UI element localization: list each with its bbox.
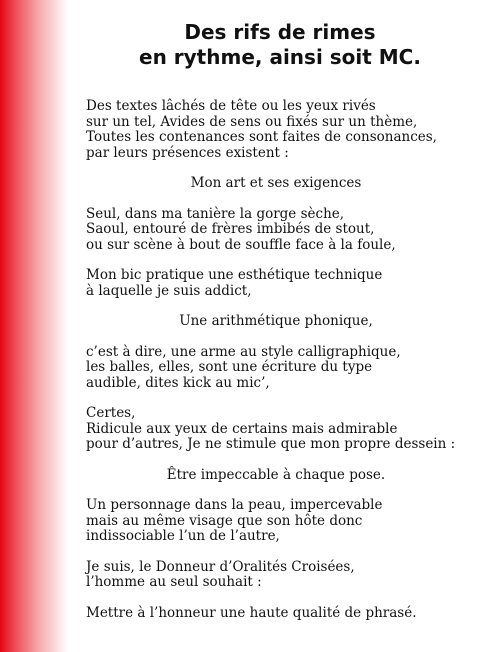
title-line-1: Des rifs de rimes: [184, 20, 376, 44]
verse-line: ou sur scène à bout de souffle face à la foule,: [86, 236, 396, 253]
closing-verse: Mettre à l’honneur une haute qualité de phrasé.: [86, 604, 417, 621]
verse-line: les balles, elles, sont une écriture du type: [86, 359, 373, 375]
centered-verse-2: Une arithmétique phonique,: [179, 313, 373, 329]
stanza-6: [86, 498, 466, 545]
poem-title: [100, 20, 460, 70]
verse-line: indissociable l’un de l’autre,: [86, 528, 280, 544]
verse-line: Mon bic pratique une esthétique technique: [86, 267, 383, 283]
verse-line: c’est à dire, une arme au style calligraphique,: [86, 343, 401, 360]
verse-line: mais au même visage que son hôte donc: [86, 512, 363, 529]
poem-body: [86, 99, 466, 621]
verse-line: Un personnage dans la peau, impercevable: [86, 497, 383, 513]
verse-line: Saoul, entouré de frères imbibés de stout,: [86, 221, 375, 237]
red-gradient-margin: [0, 0, 68, 652]
centered-verse-3: Être impeccable à chaque pose.: [166, 466, 386, 483]
stanza-3: [86, 268, 466, 299]
verse-line: Je suis, le Donneur d’Oralités Croisées,: [86, 558, 355, 575]
verse-line: sur un tel, Avides de sens ou fixés sur un thème,: [86, 113, 418, 130]
verse-line: Certes,: [86, 405, 136, 421]
verse-line: Seul, dans ma tanière la gorge sèche,: [86, 205, 345, 222]
verse-line: pour d’autres, Je ne stimule que mon propre dessein :: [86, 436, 456, 452]
stanza-2: [86, 207, 466, 254]
stanza-1: [86, 99, 466, 161]
verse-line: audible, dites kick au mic’,: [86, 374, 270, 391]
stanza-4: [86, 345, 466, 392]
verse-line: Ridicule aux yeux de certains mais admirable: [86, 420, 398, 437]
verse-line: l’homme au seul souhait :: [86, 574, 262, 590]
verse-line: à laquelle je suis addict,: [86, 282, 252, 299]
stanza-5: [86, 406, 466, 453]
stanza-7: [86, 560, 466, 591]
title-line-2: en rythme, ainsi soit MC.: [139, 45, 421, 69]
verse-line: Toutes les contenances sont faites de consonances,: [86, 129, 437, 145]
centered-verse-1: Mon art et ses exigences: [190, 175, 362, 191]
verse-line: par leurs présences existent :: [86, 144, 289, 161]
verse-line: Des textes lâchés de tête ou les yeux rivés: [86, 98, 376, 114]
